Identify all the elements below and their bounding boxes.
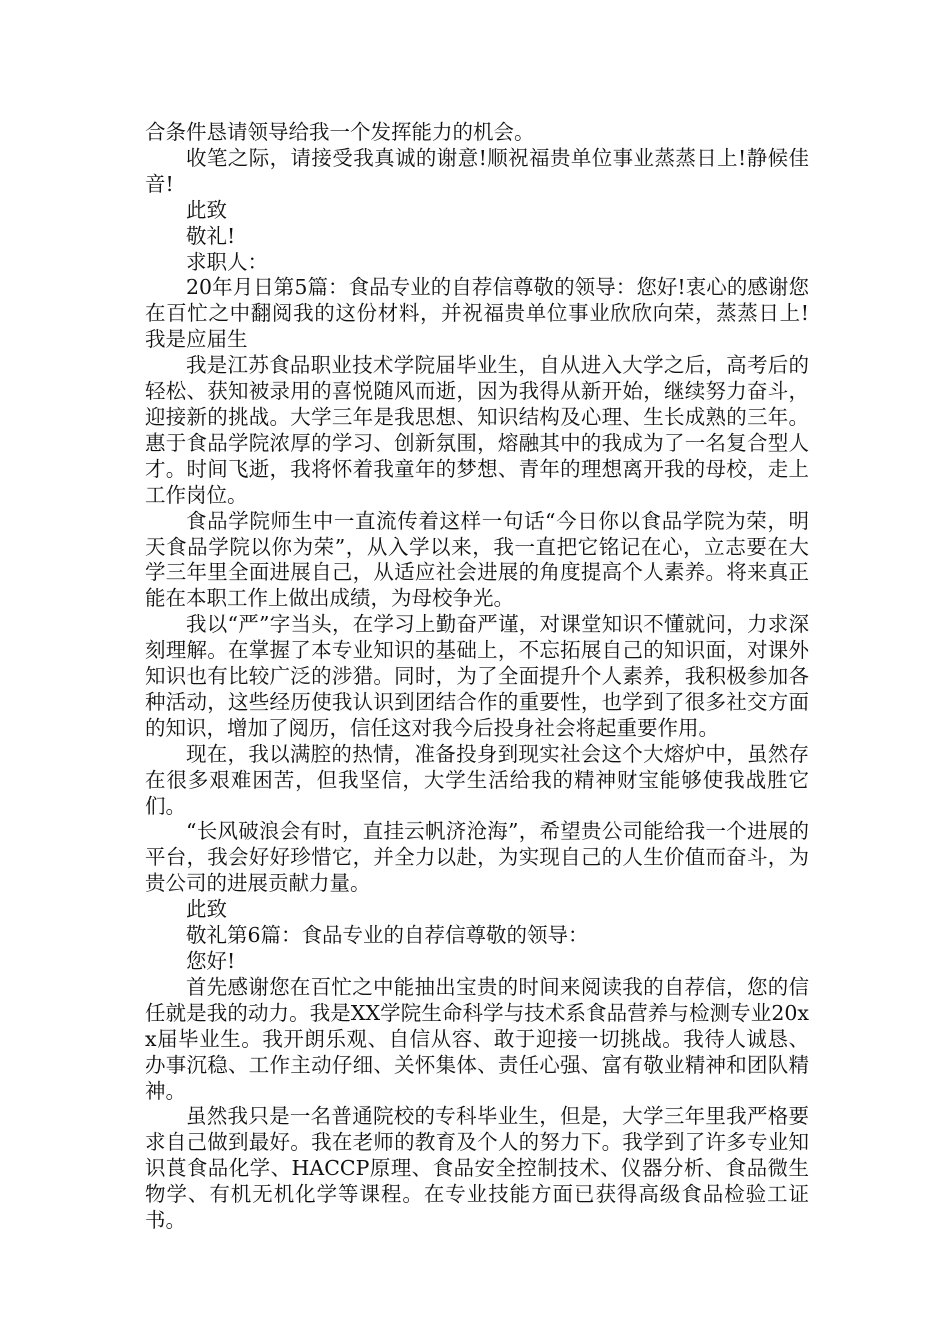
greeting: 您好! xyxy=(186,949,236,973)
paragraph-7: 我是江苏食品职业技术学院届毕业生，自从进入大学之后，高考后的轻松、获知被录用的喜悦随风而逝，因为我得从新开始，继续努力奋斗，迎接新的挑战。大学三年是我思想、知识结构及心理、生长成熟的三年。惠于食品学院浓厚的学习、创新氛围，熔融其中的我成为了一名复合型人才。时间飞逝，我将怀着我童年的梦想、青年的理想离开我的母校，走上工作岗位。 xyxy=(145,353,809,507)
closing-regards: 敬礼! xyxy=(186,223,236,248)
closing-salutation-2: 此致 xyxy=(186,897,227,922)
paragraph-10: 现在，我以满腔的热情，准备投身到现实社会这个大熔炉中，虽然存在很多艰难困苦，但我坚信，大学生活给我的精神财宝能够使我战胜它们。 xyxy=(145,741,809,818)
paragraph-6: 20年月日第5篇：食品专业的自荐信尊敬的领导：您好!衷心的感谢您在百忙之中翻阅我的这份材料，并祝福贵单位事业欣欣向荣，蒸蒸日上! 我是应届生 xyxy=(145,275,809,352)
paragraph-8: 食品学院师生中一直流传着这样一句话“今日你以食品学院为荣，明天食品学院以你为荣”，从入学以来，我一直把它铭记在心，立志要在大学三年里全面进展自己，从适应社会进展的角度提高个人素养。将来真正能在本职工作上做出成绩，为母校争光。 xyxy=(145,508,809,611)
paragraph-1: 合条件恳请领导给我一个发挥能力的机会。 xyxy=(145,120,535,144)
section-heading-6: 敬礼第6篇：食品专业的自荐信尊敬的领导： xyxy=(186,923,589,948)
paragraph-15: 首先感谢您在百忙之中能抽出宝贵的时间来阅读我的自荐信，您的信任就是我的动力。我是XX学院生命科学与技术系食品营养与检测专业20xx届毕业生。我开朗乐观、自信从容、敢于迎接一切挑战。我待人诚恳、办事沉稳、工作主动仔细、关怀集体、责任心强、富有敬业精神和团队精神。 xyxy=(145,974,809,1103)
paragraph-9: 我以“严”字当头，在学习上勤奋严谨，对课堂知识不懂就问，力求深刻理解。在掌握了本专业知识的基础上，不忘拓展自己的知识面，对课外知识也有比较广泛的涉猎。同时，为了全面提升个人素养，我积极参加各种活动，这些经历使我认识到团结合作的重要性，也学到了很多社交方面的知识，增加了阅历，信任这对我今后投身社会将起重要作用。 xyxy=(145,612,809,740)
paragraph-16: 虽然我只是一名普通院校的专科毕业生，但是，大学三年里我严格要求自己做到最好。我在老师的教育及个人的努力下。我学到了许多专业知识莨食品化学、HACCP原理、食品安全控制技术、仪器分析、食品微生物学、有机无机化学等课程。在专业技能方面已获得高级食品检验工证书。 xyxy=(145,1104,809,1233)
applicant-signature-label: 求职人： xyxy=(186,249,268,274)
closing-salutation: 此致 xyxy=(186,197,227,222)
paragraph-11: “长风破浪会有时，直挂云帆济沧海”，希望贵公司能给我一个进展的平台，我会好好珍惜它，并全力以赴，为实现自己的人生价值而奋斗，为贵公司的进展贡献力量。 xyxy=(145,819,809,896)
document-body xyxy=(145,120,809,1234)
paragraph-2: 收笔之际，请接受我真诚的谢意!顺祝福贵单位事业蒸蒸日上!静候佳音! xyxy=(145,145,809,196)
